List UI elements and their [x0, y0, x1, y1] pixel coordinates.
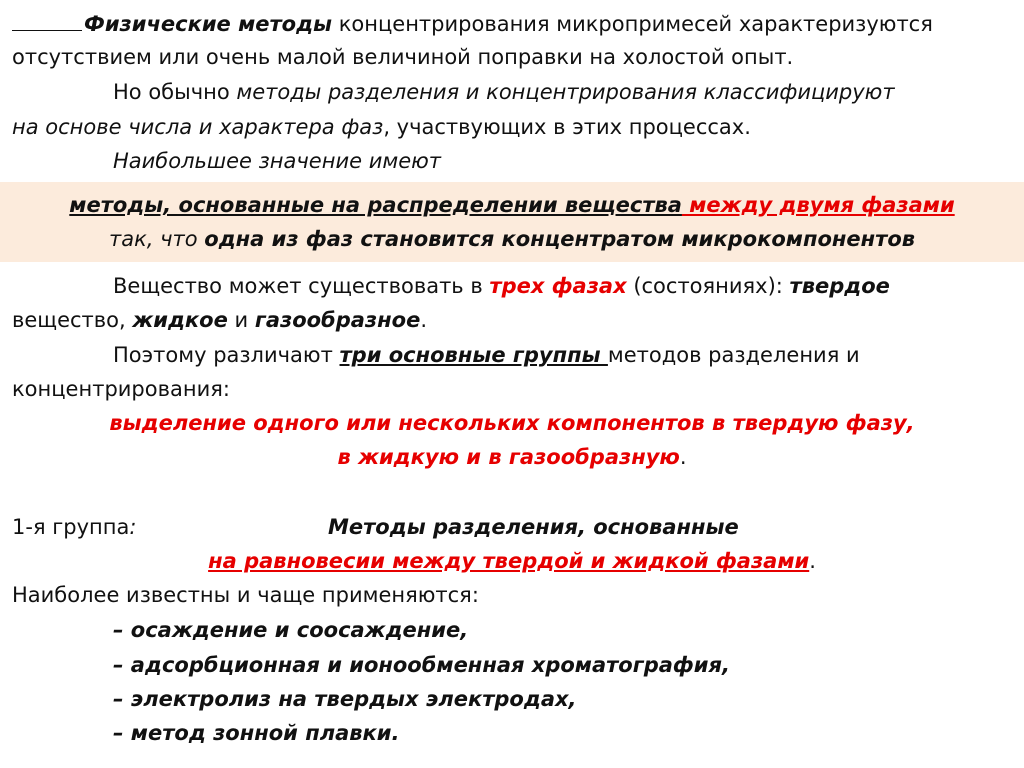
intro-lead: Физические методы — [84, 12, 333, 36]
list-item: – электролиз на твердых электродах, — [113, 687, 577, 711]
list-item: – метод зонной плавки. — [113, 721, 400, 745]
highlight-line-1: методы, основанные на распределении вещества между двумя фазами — [69, 193, 955, 217]
group1-known: Наиболее известны и чаще применяются: — [12, 583, 479, 607]
group1-title: Методы разделения, основанные — [328, 515, 739, 539]
intro-line-1: Физические методы концентрирования микропримесей характеризуются — [12, 10, 933, 37]
underline-blank — [12, 10, 82, 31]
highlight-line-2: так, что одна из фаз становится концентратом микрокомпонентов — [108, 227, 916, 251]
group1-subtitle: на равновесии между твердой и жидкой фазами. — [208, 549, 816, 573]
groups-line-2: концентрирования: — [12, 377, 230, 401]
groups-line-1: Поэтому различают три основные группы методов разделения и — [113, 343, 860, 367]
list-item: – осаждение и соосаждение, — [113, 618, 469, 642]
phases-line-2: вещество, жидкое и газообразное. — [12, 308, 427, 332]
groups-red-line-2: в жидкую и в газообразную. — [337, 445, 687, 469]
intro-line-3: Но обычно методы разделения и концентрирования классифицируют — [113, 80, 895, 104]
intro-line-4: на основе числа и характера фаз, участвующих в этих процессах. — [12, 115, 751, 139]
intro-line-2: отсутствием или очень малой величиной поправки на холостой опыт. — [12, 45, 794, 69]
group1-label-line: 1-я группа: — [12, 515, 137, 539]
highlight-box — [0, 182, 1024, 262]
list-item: – адсорбционная и ионообменная хроматография, — [113, 653, 730, 677]
groups-red-line-1: выделение одного или нескольких компонентов в твердую фазу, — [109, 411, 915, 435]
phases-line-1: Вещество может существовать в трех фазах (состояниях): твердое — [113, 274, 890, 298]
intro-line-5: Наибольшее значение имеют — [113, 149, 442, 173]
